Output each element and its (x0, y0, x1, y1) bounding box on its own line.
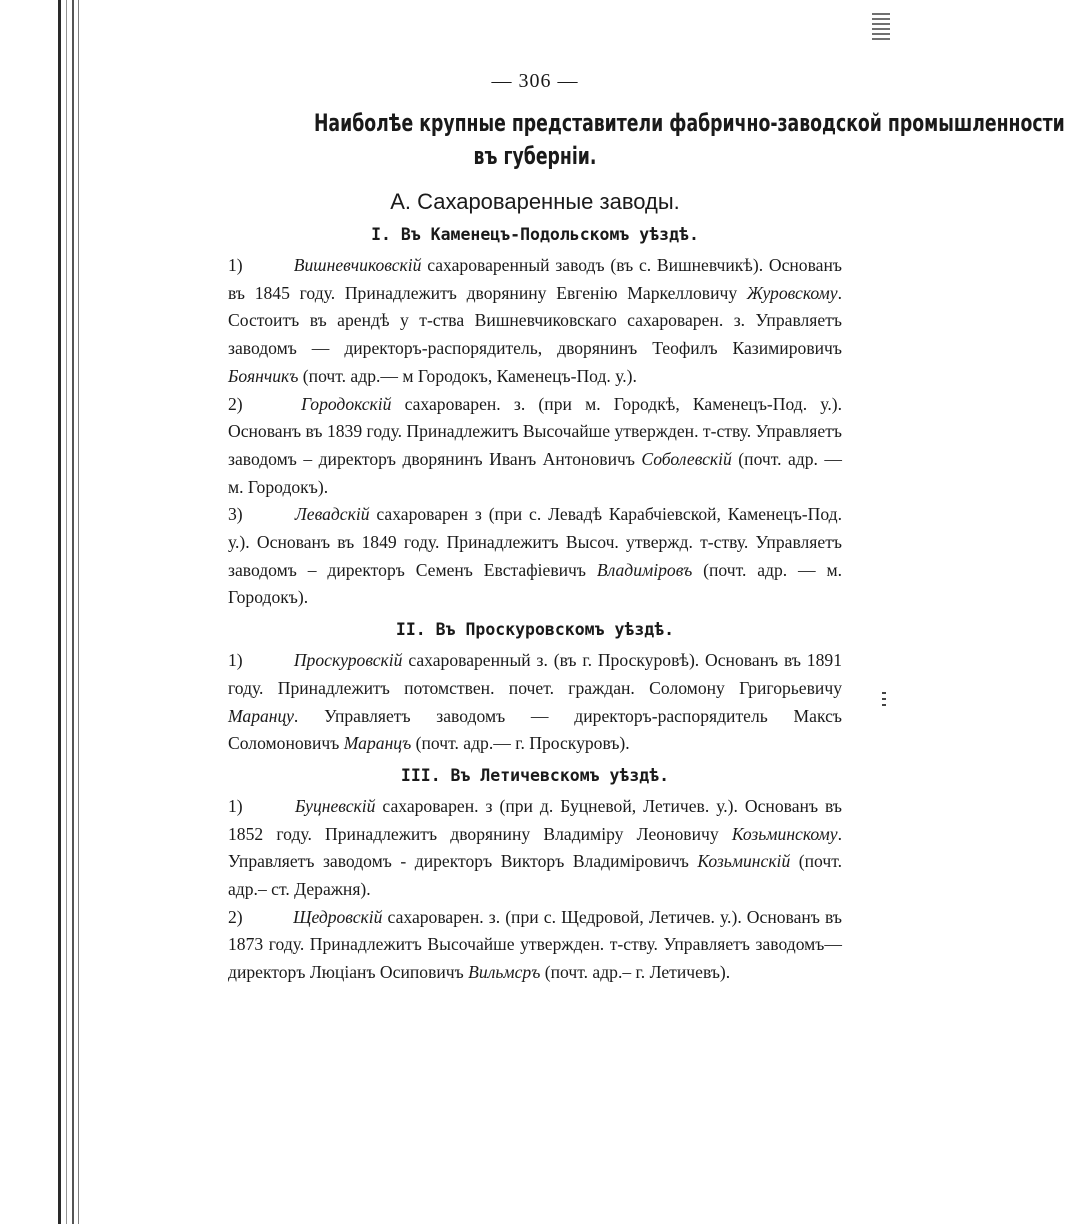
person-name: Козьминскій (697, 851, 791, 872)
entry-text: (почт. адр.— г. Проскуровъ). (411, 733, 630, 754)
entry-text: (почт. адр. — м. Городокъ). (228, 559, 843, 608)
margin-specks (882, 690, 886, 706)
section-heading: А. Сахароваренные заводы. (390, 189, 680, 214)
district-heading: I. Въ Каменецъ-Подольскомъ уѣздѣ. (371, 225, 699, 244)
entry-text: (почт. адр.— м Городокъ, Каменецъ-Под. у.). (298, 365, 637, 386)
entry-text: сахароварен. з (при д. Буцневой, Летичев. у.). Основанъ въ 1852 году. Принадлежитъ дворянину Владиміру Леоновичу (228, 795, 842, 844)
factory-name: Вишневчиковскій (288, 255, 422, 275)
entry-text: . Управляетъ заводомъ - директоръ Викторъ Владиміровичъ (228, 823, 842, 872)
district-list (228, 225, 842, 987)
page-title-line-1: Наиболѣе крупные представители фабрично-заводской промышленности (313, 109, 1065, 137)
person-name: Журовскому (746, 282, 838, 303)
entry-text: сахароварен. з. (при с. Щедровой, Летичев. у.). Основанъ въ 1873 году. Принадлежитъ Высочайше утвержден. т-ству. Управляетъ заводомъ—директоръ Люціанъ Осиповичъ (228, 906, 842, 983)
page-binding-edge (0, 0, 80, 1224)
factory-name: Щедровскій (288, 906, 383, 927)
person-name: Соболевскій (641, 448, 732, 469)
entry-text: сахароваренный заводъ (въ с. Вишневчикѣ). Основанъ въ 1845 году. Принадлежитъ дворянину Евгенію Маркелловичу (228, 255, 842, 303)
document-page (228, 70, 1065, 987)
district-heading: II. Въ Проскуровскомъ уѣздѣ. (395, 620, 675, 640)
entry-number: 2) (228, 906, 243, 927)
person-name: Маранцъ (343, 733, 412, 754)
entry-text: (почт. адр. — м. Городокъ). (228, 448, 842, 497)
entry-number: 1) (228, 650, 243, 671)
entry-text: сахароварен з (при с. Левадѣ Карабчіевской, Каменецъ-Под. у.). Основанъ въ 1849 году. Принадлежитъ Высоч. утвержд. т-ству. Управляетъ заводомъ – директоръ Семенъ Евстафіевичъ (228, 504, 842, 580)
entry-text: сахароварен. з. (при м. Городкѣ, Каменецъ-Под. у.). Основанъ въ 1839 году. Принадлежитъ Высочайше утвержден. т-ству. Управляетъ заводомъ – директоръ дворянинъ Иванъ Антоновичъ (228, 393, 842, 469)
corner-scan-mark (872, 10, 890, 40)
person-name: Вильмсръ (468, 962, 541, 983)
factory-entry (228, 501, 842, 612)
factory-entry (228, 904, 842, 987)
page-title-line-2: въ губерніи. (473, 142, 597, 170)
entry-number: 1) (228, 795, 243, 816)
person-name: Козьминскому (731, 823, 838, 844)
factory-entry (228, 793, 842, 904)
factory-name: Буцневскій (288, 795, 376, 816)
person-name: Маранцу (228, 705, 294, 726)
district-heading: III. Въ Летичевскомъ уѣздѣ. (400, 765, 670, 785)
entry-text: . Состоитъ въ арендѣ у т-ства Вишневчиковскаго сахароварен. з. Управляетъ заводомъ — директоръ-распорядитель, дворянинъ Теофилъ Казимировичъ (228, 282, 842, 359)
entry-number: 1) (228, 255, 243, 275)
factory-entry (228, 647, 842, 758)
page-number: — 306 — (491, 70, 579, 92)
entry-text: (почт. адр.– г. Летичевъ). (540, 962, 731, 983)
factory-name: Проскуровскій (288, 650, 403, 671)
entry-number: 3) (228, 504, 243, 525)
factory-entry (228, 252, 842, 391)
entry-text: сахароваренный з. (въ г. Проскуровѣ). Основанъ въ 1891 году. Принадлежитъ потомствен. почет. граждан. Соломону Григорьевичу (228, 650, 842, 698)
factory-name: Городокскій (288, 393, 392, 414)
entry-text: (почт. адр.– ст. Деражня). (228, 851, 842, 900)
factory-entry (228, 391, 842, 502)
person-name: Боянчикъ (228, 365, 299, 386)
factory-name: Левадскій (288, 504, 370, 525)
entry-text: . Управляетъ заводомъ — директоръ-распорядитель Максъ Соломоновичъ (228, 705, 842, 754)
entry-number: 2) (228, 393, 243, 414)
person-name: Владиміровъ (596, 559, 693, 580)
